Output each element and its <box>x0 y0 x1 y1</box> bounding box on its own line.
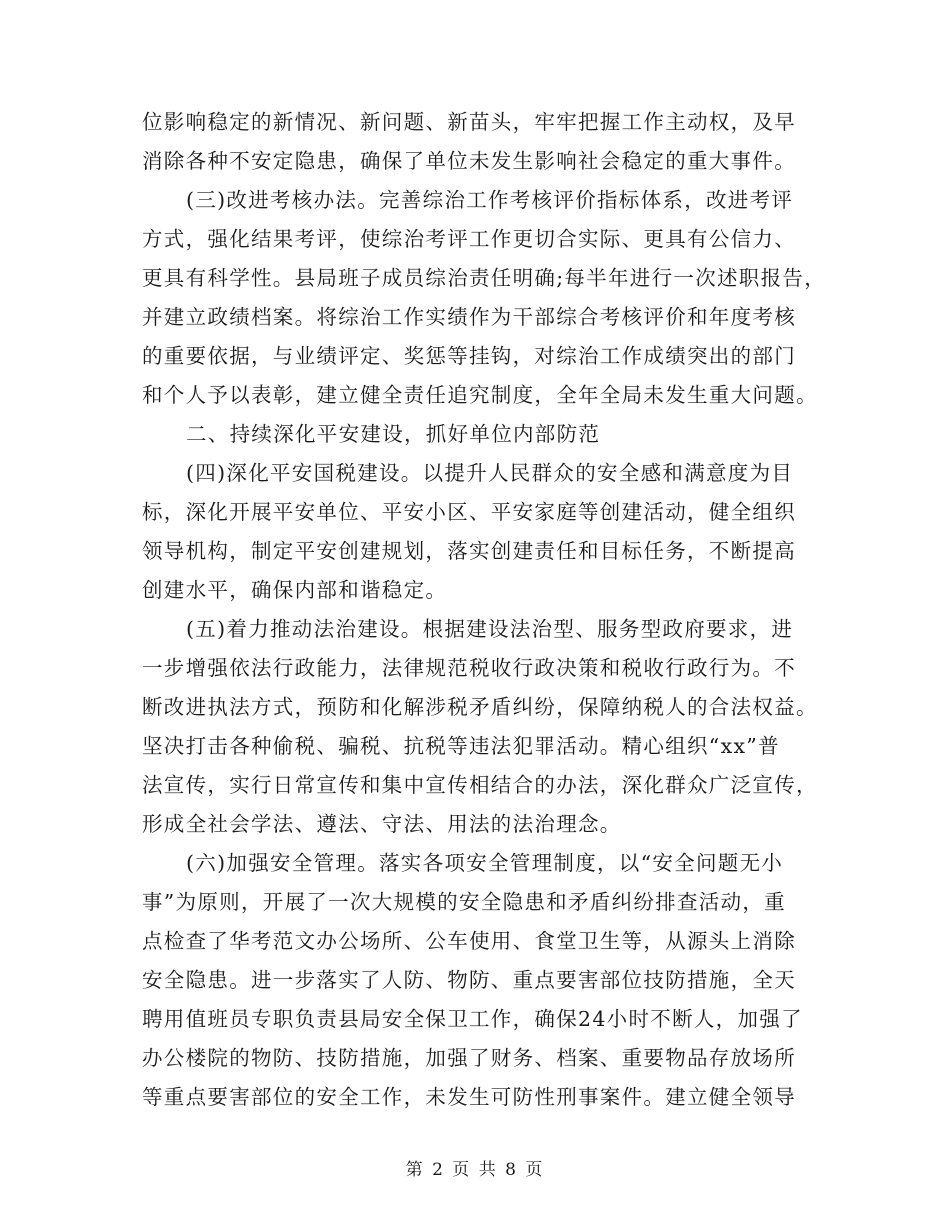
text-line: 并建立政绩档案。将综治工作实绩作为干部综合考核评价和年度考核 <box>142 305 796 329</box>
section-heading-5: (五)着力推动法治建设。根据建设法治型、服务型政府要求，进 <box>186 617 794 641</box>
text-line: 聘用值班员专职负责县局安全保卫工作，确保24小时不断人，加强了 <box>142 1007 803 1031</box>
text-line: 断改进执法方式，预防和化解涉税矛盾纠纷，保障纳税人的合法权益。 <box>142 695 818 719</box>
section-heading-4: (四)深化平安国税建设。以提升人民群众的安全感和满意度为目 <box>186 461 794 485</box>
text-line: 一步增强依法行政能力，法律规范税收行政决策和税收行政行为。不 <box>142 656 796 680</box>
text-line: 消除各种不安定隐患，确保了单位未发生影响社会稳定的重大事件。 <box>142 149 796 173</box>
section-heading-3: (三)改进考核办法。完善综治工作考核评价指标体系，改进考评 <box>186 188 794 212</box>
text-line: 事”为原则，开展了一次大规模的安全隐患和矛盾纠纷排查活动，重 <box>142 890 786 914</box>
section-heading-6: (六)加强安全管理。落实各项安全管理制度，以“安全问题无小 <box>186 851 784 875</box>
text-line: 办公楼院的物防、技防措施，加强了财务、档案、重要物品存放场所 <box>142 1046 796 1070</box>
text-line: 创建水平，确保内部和谐稳定。 <box>142 578 448 602</box>
text-line: 标，深化开展平安单位、平安小区、平安家庭等创建活动，健全组织 <box>142 500 796 524</box>
text-line: 位影响稳定的新情况、新问题、新苗头，牢牢把握工作主动权，及早 <box>142 110 796 134</box>
text-line: 等重点要害部位的安全工作，未发生可防性刑事案件。建立健全领导 <box>142 1085 796 1109</box>
text-line: 形成全社会学法、遵法、守法、用法的法治理念。 <box>142 812 622 836</box>
text-line: 的重要依据，与业绩评定、奖惩等挂钩，对综治工作成绩突出的部门 <box>142 344 796 368</box>
text-line: 方式，强化结果考评，使综治考评工作更切合实际、更具有公信力、 <box>142 227 796 251</box>
text-line: 和个人予以表彰，建立健全责任追究制度，全年全局未发生重大问题。 <box>142 383 818 407</box>
text-line: 点检查了华考范文办公场所、公车使用、食堂卫生等，从源头上消除 <box>142 929 796 953</box>
text-line: 安全隐患。进一步落实了人防、物防、重点要害部位技防措施，全天 <box>142 968 796 992</box>
page-number-footer: 第 2 页 共 8 页 <box>405 1160 545 1180</box>
text-line: 更具有科学性。县局班子成员综治责任明确;每半年进行一次述职报告， <box>142 266 827 290</box>
section-title-2: 二、持续深化平安建设，抓好单位内部防范 <box>186 422 601 446</box>
text-line: 法宣传，实行日常宣传和集中宣传相结合的办法，深化群众广泛宣传， <box>142 773 818 797</box>
text-line: 领导机构，制定平安创建规划，落实创建责任和目标任务，不断提高 <box>142 539 796 563</box>
text-line: 坚决打击各种偷税、骗税、抗税等违法犯罪活动。精心组织“xx”普 <box>142 734 780 758</box>
